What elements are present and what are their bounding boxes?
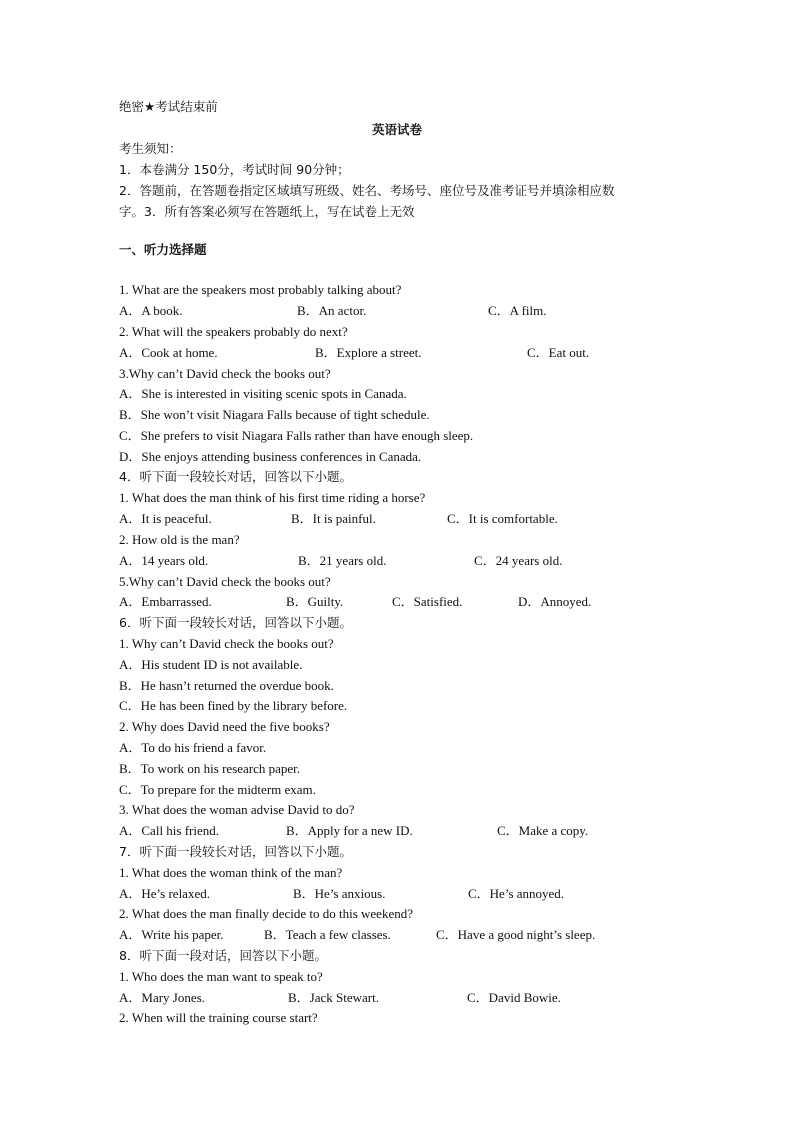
option-c: C．It is comfortable.: [447, 511, 558, 526]
question-text: 3.Why can’t David check the books out?: [119, 366, 331, 381]
option-a: A．She is interested in visiting scenic spots in Canada.: [119, 386, 407, 401]
question-text: 5.Why can’t David check the books out?: [119, 574, 331, 589]
option-a: A．A book.: [119, 303, 183, 318]
question-instruction: 7．听下面一段较长对话，回答以下小题。: [119, 844, 352, 859]
confidential-label: 绝密★考试结束前: [119, 99, 218, 114]
option-a: A．It is peaceful.: [119, 511, 212, 526]
option-c: C．Satisfied.: [392, 594, 463, 609]
notice-label: 考生须知：: [119, 141, 182, 156]
question-text: 1. What does the man think of his first time riding a horse?: [119, 490, 426, 505]
page-title: 英语试卷: [371, 122, 422, 137]
question-instruction: 6．听下面一段较长对话，回答以下小题。: [119, 615, 352, 630]
section-heading: 一、听力选择题: [119, 242, 207, 257]
option-a: A．Embarrassed.: [119, 594, 212, 609]
option-b: B．Guilty.: [286, 594, 344, 609]
question-text: 3. What does the woman advise David to do?: [119, 802, 355, 817]
option-a: A．Write his paper.: [119, 927, 224, 942]
question-instruction: 8．听下面一段对话，回答以下小题。: [119, 948, 327, 963]
option-b: B．21 years old.: [298, 553, 387, 568]
option-b: B．Explore a street.: [315, 345, 422, 360]
option-a: A．Call his friend.: [119, 823, 220, 838]
option-d: D．Annoyed.: [518, 594, 592, 609]
option-b: B．Teach a few classes.: [264, 927, 391, 942]
option-c: C．To prepare for the midterm exam.: [119, 782, 316, 797]
option-d: D．She enjoys attending business conferences in Canada.: [119, 449, 422, 464]
option-b: B．He’s anxious.: [293, 886, 386, 901]
option-c: C．He’s annoyed.: [468, 886, 565, 901]
question-text: 1. What are the speakers most probably talking about?: [119, 282, 402, 297]
question-text: 2. What will the speakers probably do next?: [119, 324, 348, 339]
option-c: C．Make a copy.: [497, 823, 589, 838]
question-text: 2. When will the training course start?: [119, 1010, 318, 1025]
option-b: B．It is painful.: [291, 511, 376, 526]
question-text: 2. What does the man finally decide to do this weekend?: [119, 906, 413, 921]
option-b: B．An actor.: [297, 303, 367, 318]
question-text: 1. Who does the man want to speak to?: [119, 969, 323, 984]
option-a: A．14 years old.: [119, 553, 209, 568]
option-b: B．She won’t visit Niagara Falls because of tight schedule.: [119, 407, 430, 422]
question-instruction: 4．听下面一段较长对话，回答以下小题。: [119, 469, 352, 484]
option-c: C．Have a good night’s sleep.: [436, 927, 596, 942]
notice-item-2-cont: 字。3．所有答案必须写在答题纸上，写在试卷上无效: [119, 204, 415, 219]
question-text: 1. Why can’t David check the books out?: [119, 636, 334, 651]
option-c: C．24 years old.: [474, 553, 563, 568]
option-c: C．A film.: [488, 303, 547, 318]
option-b: B．He hasn’t returned the overdue book.: [119, 678, 334, 693]
question-text: 2. How old is the man?: [119, 532, 240, 547]
option-b: B．Jack Stewart.: [288, 990, 379, 1005]
question-text: 1. What does the woman think of the man?: [119, 865, 343, 880]
option-c: C．Eat out.: [527, 345, 590, 360]
option-a: A．Mary Jones.: [119, 990, 205, 1005]
notice-item-2: 2．答题前，在答题卷指定区域填写班级、姓名、考场号、座位号及准考证号并填涂相应数: [119, 183, 615, 198]
notice-item-1: 1．本卷满分 150分，考试时间 90分钟；: [119, 162, 350, 177]
option-a: A．Cook at home.: [119, 345, 218, 360]
option-c: C．David Bowie.: [467, 990, 561, 1005]
question-text: 2. Why does David need the five books?: [119, 719, 330, 734]
option-c: C．She prefers to visit Niagara Falls rather than have enough sleep.: [119, 428, 474, 443]
option-a: A．To do his friend a favor.: [119, 740, 267, 755]
option-a: A．He’s relaxed.: [119, 886, 210, 901]
option-c: C．He has been fined by the library before.: [119, 698, 348, 713]
option-b: B．To work on his research paper.: [119, 761, 301, 776]
option-b: B．Apply for a new ID.: [286, 823, 413, 838]
option-a: A．His student ID is not available.: [119, 657, 303, 672]
